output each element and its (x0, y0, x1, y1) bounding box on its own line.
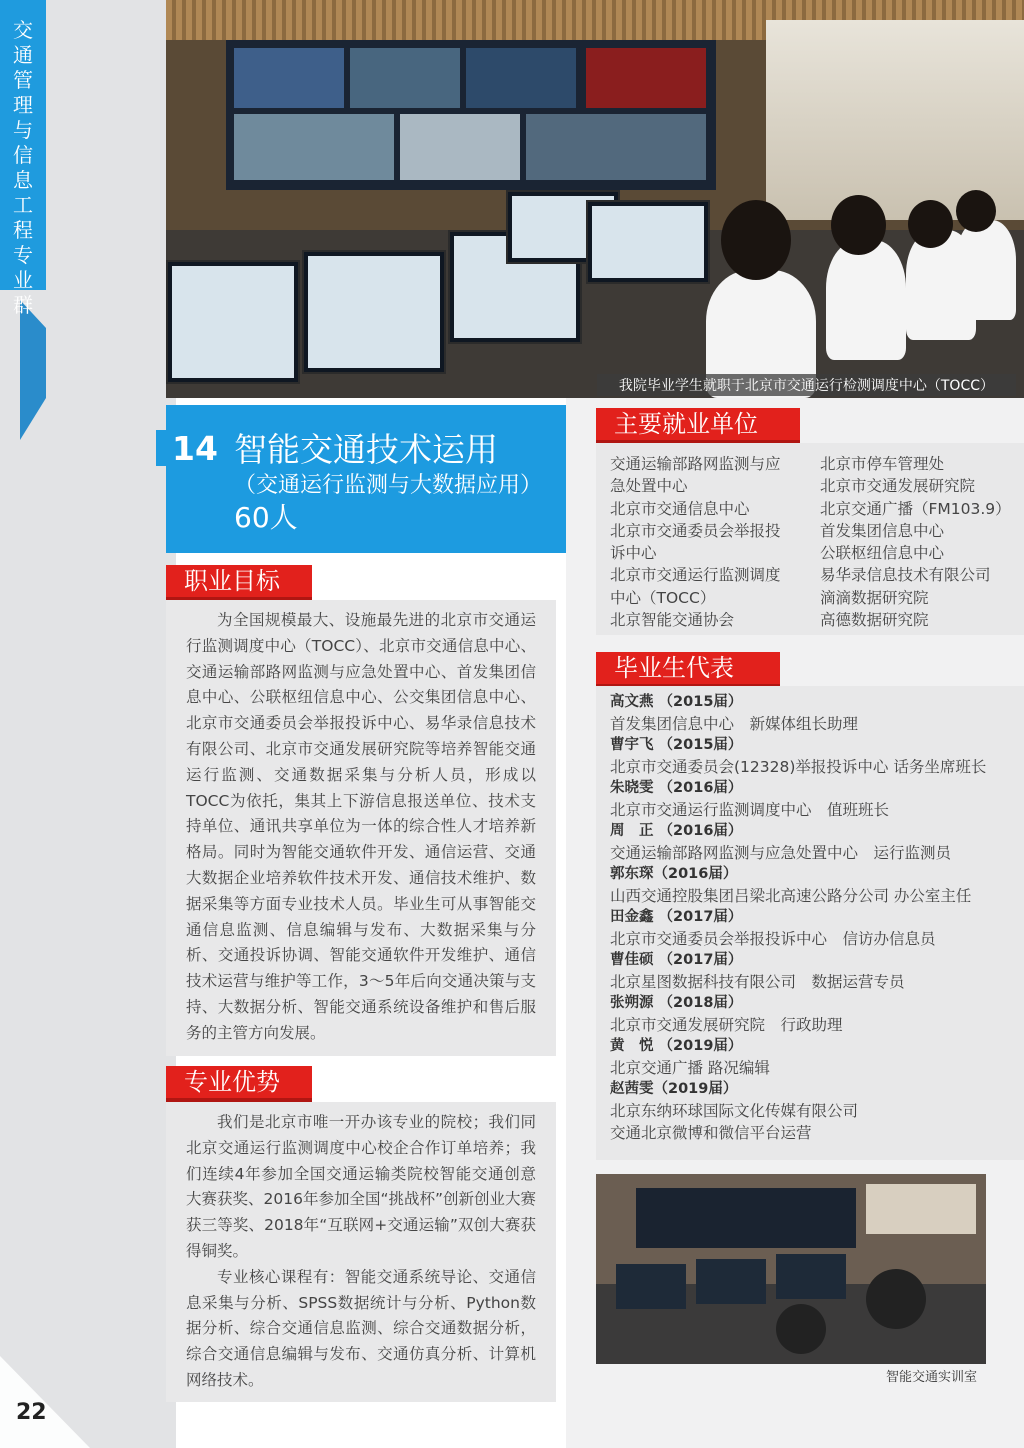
graduate-name: 田金鑫 （2017届） (610, 909, 743, 925)
employer-line: 首发集团信息中心 (820, 521, 945, 540)
employer-line: 北京市停车管理处 (820, 455, 945, 473)
employers-box (596, 443, 1024, 635)
graduate-job: 山西交通控股集团吕梁北高速公路分公司 办公室主任 (610, 887, 972, 905)
program-number: 14 (172, 429, 218, 468)
program-name: 智能交通技术运用 (234, 430, 498, 469)
employer-line: 诉中心 (610, 544, 657, 563)
employer-line: 高德数据研究院 (820, 611, 929, 630)
monitor (616, 1264, 686, 1309)
advantages-paragraph-2: 专业核心课程有：智能交通系统导论、交通信息采集与分析、SPSS数据统计与分析、Python数据分析、综合交通信息监测、综合交通数据分析，综合交通信息编辑与发布、交通仿真分析、计算机网络技术。 (186, 1267, 536, 1389)
monitor (696, 1259, 766, 1304)
operator-head (721, 200, 791, 280)
window (866, 1184, 976, 1234)
graduate-name: 赵茜雯（2019届） (610, 1081, 738, 1097)
graduate-job: 北京市交通委员会举报投诉中心 信访办信息员 (610, 930, 936, 948)
program-enrollment: 60人 (234, 501, 298, 534)
advantages-heading: 专业优势 (166, 1066, 312, 1098)
employer-line: 北京智能交通协会 (610, 611, 735, 630)
video-wall (636, 1188, 856, 1248)
employer-line: 中心（TOCC） (610, 588, 716, 607)
operator-head (956, 190, 996, 232)
graduate-job: 北京星图数据科技有限公司 数据运营专员 (610, 973, 905, 991)
monitor (166, 260, 300, 384)
graduates-heading: 毕业生代表 (596, 652, 780, 684)
employer-line: 北京市交通委员会举报投 (610, 521, 781, 540)
monitor (586, 200, 710, 284)
employer-line: 北京交通广播（FM103.9） (820, 499, 1011, 518)
advantages-paragraph-1: 我们是北京市唯一开办该专业的院校；我们同北京交通运行监测调度中心校企合作订单培养；我们连续4年参加全国交通运输类院校智能交通创意大赛获奖、2016年参加全国“挑战杯”创新创业大赛获三等奖、2018年“互联网+交通运输”双创大赛获得铜奖。 (186, 1113, 537, 1260)
page-number: 22 (16, 1400, 47, 1425)
operator (826, 240, 906, 360)
window (766, 20, 1024, 220)
career-goal-heading: 职业目标 (166, 565, 312, 597)
graduate-name: 周 正 （2016届） (610, 823, 743, 839)
operator (956, 220, 1016, 320)
graduate-name: 高文燕 （2015届） (610, 694, 743, 710)
graduate-job: 北京交通广播 路况编辑 (610, 1059, 770, 1077)
program-subtitle: （交通运行监测与大数据应用） (234, 473, 543, 498)
graduate-job: 北京市交通运行监测调度中心 值班班长 (610, 801, 890, 819)
graduate-name: 曹佳硕 （2017届） (610, 952, 743, 968)
employer-line: 易华录信息技术有限公司 (820, 566, 991, 585)
employers-right-column (820, 453, 1011, 631)
monitor (776, 1254, 846, 1299)
employer-line: 公联枢纽信息中心 (820, 544, 945, 563)
graduates-list (596, 686, 1024, 1160)
graduate-name: 郭东琛（2016届） (610, 866, 738, 882)
graduate-name: 张朔源 （2018届） (610, 995, 743, 1011)
lab-photo-caption: 智能交通实训室 (886, 1370, 978, 1385)
employer-line: 北京市交通发展研究院 (820, 477, 976, 496)
employer-line: 交通运输部路网监测与应 (610, 455, 781, 473)
graduate-name: 黄 悦 （2019届） (610, 1038, 743, 1054)
graduate-job: 交通运输部路网监测与应急处置中心 运行监测员 (610, 844, 952, 862)
operator-head (776, 1304, 826, 1354)
employer-line: 滴滴数据研究院 (820, 588, 929, 607)
career-goal-text-box (166, 600, 556, 1056)
graduate-job: 北京东纳环球国际文化传媒有限公司 (610, 1102, 859, 1120)
graduate-name: 朱晓雯 （2016届） (610, 780, 743, 796)
video-wall (226, 40, 716, 190)
operator-head (866, 1269, 926, 1329)
graduate-job: 北京市交通委员会(12328)举报投诉中心 话务坐席班长 (610, 758, 987, 776)
employer-line: 北京市交通运行监测调度 (610, 566, 781, 585)
graduate-job: 交通北京微博和微信平台运营 (610, 1124, 812, 1142)
operator-head (831, 195, 886, 255)
graduate-job: 首发集团信息中心 新媒体组长助理 (610, 715, 859, 733)
career-goal-text: 为全国规模最大、设施最先进的北京市交通运行监测调度中心（TOCC）、北京市交通信息中心、交通运输部路网监测与应急处置中心、首发集团信息中心、公联枢纽信息中心、公交集团信息中心、北京市交通委员会举报投诉中心、易华录信息技术有限公司、北京市交通发展研究院等培养智能交通运行监测、交通数据采集与分析人员，形成以TOCC为依托，集其上下游信息报送单位、技术支持单位、通讯共享单位为一体的综合性人才培养新格局。同时为智能交通软件开发、通信运营、交通大数据企业培养软件技术开发、通信技术维护、数据采集等方面专业技术人员。毕业生可从事智能交通信息监测、信息编辑与发布、大数据采集与分析、交通投诉协调、智能交通软件开发维护、通信技术运营与维护等工作，3～5年后向交通决策与支持、大数据分析、智能交通系统设备维护和售后服务的主管方向发展。 (186, 611, 536, 1042)
hero-caption: 我院毕业学生就职于北京市交通运行检测调度中心（TOCC） (597, 374, 1016, 396)
operator-head (908, 200, 953, 248)
side-tab-title: 交通管理与信息工程专业群 (13, 18, 33, 317)
lab-photo (596, 1174, 986, 1364)
graduate-job: 北京市交通发展研究院 行政助理 (610, 1016, 843, 1034)
graduate-name: 曹宇飞 （2015届） (610, 737, 743, 753)
employers-heading: 主要就业单位 (596, 408, 800, 440)
hero-photo (166, 0, 1024, 398)
monitor (302, 250, 446, 374)
employers-left-column (610, 453, 781, 631)
employer-line: 北京市交通信息中心 (610, 499, 750, 518)
employer-line: 急处置中心 (610, 477, 688, 496)
advantages-text-box (166, 1102, 556, 1402)
